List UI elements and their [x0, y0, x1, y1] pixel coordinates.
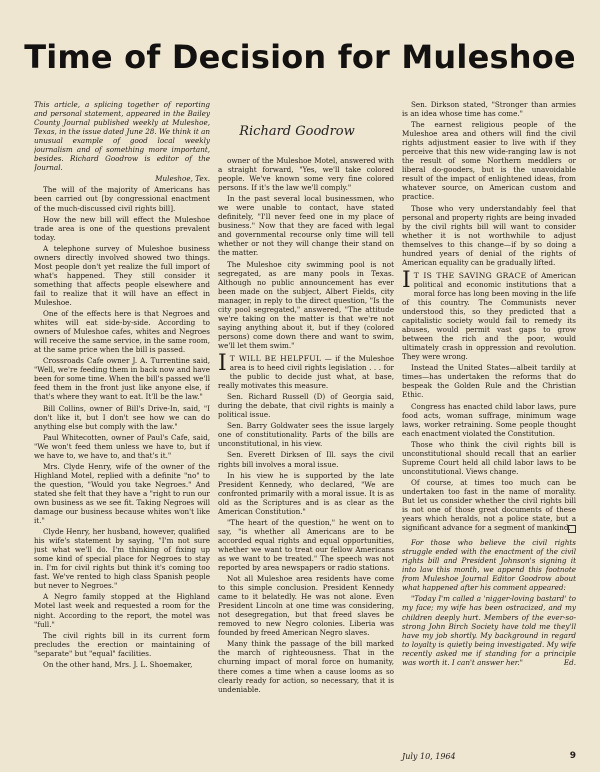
column-3: [402, 100, 576, 765]
editor-quote: [402, 594, 576, 666]
drop-cap: I: [218, 350, 227, 376]
paragraph: In his view he is supported by the late President Kennedy, who declared, "We are confronted primarily with a moral issue. It is as old as the Scriptures and is as clear as the American Constitution.": [218, 470, 394, 516]
column-3-body: [402, 100, 576, 267]
paragraph: One of the effects here is that Negroes and whites will eat side-by-side. According to owners of Muleshoe cafes, whites and Negroes will receive the same service, in the same room, at the same price when the bill is passed.: [34, 309, 210, 355]
paragraph: Those who very understandably feel that personal and property rights are being invaded by the civil rights bill will want to consider whether it is not worthwhile to adjust themselves to this change—if by so doing a hundred years of denial of the rights of American equality can be gradually lifted.: [402, 203, 576, 267]
paragraph: Sen. Everett Dirksen of Ill. says the civil rights bill involves a moral issue.: [218, 450, 394, 469]
paragraph: Congress has enacted child labor laws, pure food acts, woman suffrage, minimum wage laws, worker retraining. Some people thought each enactment violated the Constitution.: [402, 401, 576, 438]
paragraph: Paul Whitecotten, owner of Paul's Cafe, said, "We won't feed them unless we have to, but if we have to, we have to, and that's it.": [34, 432, 210, 460]
lead-in: T WILL BE HELPFUL: [229, 353, 322, 363]
paragraph: The Muleshoe city swimming pool is not segregated, as are many pools in Texas. Although no public announcement has ever been made on the subject, Albert Fields, city manager, in reply to the direct question, "Is the city pool segregated," answered, "The attitude we're taking on the matter is that we're not saying anything about it, but if they (colored persons) come down there and want to swim, we'll let them swim.": [218, 259, 394, 350]
lead-in-2: T IS THE SAVING GRACE: [413, 270, 527, 280]
page-footer: [402, 752, 576, 761]
paragraph: Sen. Richard Russell (D) of Georgia said, during the debate, that civil rights is mainly a political issue.: [218, 392, 394, 420]
paragraph: The civil rights bill in its current form precludes the erection or maintaining of "separate" but "equal" facilities.: [34, 630, 210, 658]
paragraph: Instead the United States—albeit tardily at times—has undertaken the reforms that do bespeak the Golden Rule and the Christian Ethic.: [402, 363, 576, 400]
dateline: Muleshoe, Tex.: [155, 174, 210, 184]
paragraph: Not all Muleshoe area residents have come to this simple conclusion. President Kennedy came to it belatedly. He was not alone. Even President Lincoln at one time was considering, not desegregation, but that freed slaves be removed to new Negro colonies. Liberia was founded by freed American Negro slaves.: [218, 574, 394, 638]
column-2-body: [218, 156, 394, 350]
editor-note: For those who believe the civil rights struggle ended with the enactment of the civil rights bill and President Johnson's signing it into law this month, we append this footnote from Muleshoe Journal Editor Goodrow about what happened after his comment appeared:: [402, 538, 576, 593]
column-1-body: [34, 185, 210, 668]
lead-rest: — if the Muleshoe area is to heed civil rights legislation . . . for the public to decide just what, at base, really motivates this measure.: [218, 353, 394, 391]
paragraph: Crossroads Cafe owner J. A. Turrentine said, "Well, we're feeding them in back now and have been for some time. When the bill's passed we'll feed them in the front just like anyone else, if that's where they want to eat. It'll be the law.": [34, 356, 210, 402]
paragraph: Clyde Henry, her husband, however, qualified his wife's statement by saying, "I'm not sure just what we'll do. I'm thinking of fixing up some kind of special place for Negroes to stay in. I'm for civil rights but think it's coming too fast. We've rented to high class Spanish people but never to Negroes.": [34, 527, 210, 591]
drop-cap-2: I: [402, 267, 411, 293]
paragraph: owner of the Muleshoe Motel, answered with a straight forward, "Yes, we'll take colored people. We've known some very fine colored persons. If it's the law we'll comply.": [218, 156, 394, 193]
paragraph: In the past several local businessmen, who we were unable to contact, have stated definitely, "I'll never feed one in my place of business." Now that they are faced with legal and governmental recourse only time will tell whether or not they will change their stand on the matter.: [218, 194, 394, 258]
issue-date: July 10, 1964: [402, 752, 456, 761]
paragraph: "The heart of the question," he went on to say, "is whether all Americans are to be accorded equal rights and equal opportunities, whether we want to treat our fellow Americans as we want to be treated." The speech was not reported by area newspapers or radio stations.: [218, 517, 394, 573]
paragraph: How the new bill will effect the Muleshoe trade area is one of the questions prevalent today.: [34, 214, 210, 242]
intro-note: This article, a splicing together of reporting and personal statement, appeared in the Bailey County Journal published weekly at Muleshoe, Texas, in the issue dated June 28. We think it an unusual example of good local weekly journalism and of something more important, besides. Richard Goodrow is editor of the Journal.: [34, 100, 210, 173]
page-number: 9: [569, 751, 576, 761]
column-1: [34, 100, 210, 765]
lead-rest-2: of American political and economic institutions that a moral force has long been moving in the life of this country. The Communists never understood this, so they predicted that a capitalistic society would fail to remedy its abuses, would permit vast gaps to grow between the rich and the poor, would ultimately crash in oppression and revolution. They were wrong.: [402, 270, 576, 362]
column-2-body-b: [218, 392, 394, 694]
paragraph: Bill Collins, owner of Bill's Drive-In, said, "I don't like it, but I don't see how we can do anything else but comply with the law.": [34, 403, 210, 431]
article-title: Time of Decision for Muleshoe: [24, 38, 576, 76]
editor-sign: Ed.: [563, 657, 576, 667]
byline: Richard Goodrow: [239, 124, 355, 139]
paragraph: Mrs. Clyde Henry, wife of the owner of the Highland Motel, replied with a definite "no" to the question, "Would you take Negroes." And stated she felt that they have a "right to run our own business as we see fit. Taking Negroes will damage our business because whites won't like it.": [34, 461, 210, 526]
paragraph: On the other hand, Mrs. J. L. Shoemaker,: [43, 659, 193, 669]
paragraph: Sen. Barry Goldwater sees the issue largely one of constitutionality. Parts of the bills are unconstitutional, in his view.: [218, 421, 394, 449]
paragraph: A telephone survey of Muleshoe business owners directly involved showed two things. Most people don't yet realize the full import of what's happened. They still consider it something that affects people elsewhere and fail to realize that it will have an effect in Muleshoe.: [34, 243, 210, 307]
paragraph: Sen. Dirkson stated, "Stronger than armies is an idea whose time has come.": [402, 100, 576, 119]
column-3-body-b: [402, 363, 576, 532]
column-2: [218, 156, 394, 760]
paragraph: Those who think the civil rights bill is unconstitutional should recall that an earlier Supreme Court held all child labor laws to be unconstitutional. Views change.: [402, 439, 576, 476]
paragraph: Many think the passage of the bill marked the march of righteousness. That in the churning impact of moral force on humanity, there comes a time when a cause looms as so clearly ready for action, so necessary, that it is undeniable.: [218, 639, 394, 694]
editor-quote-text: "Today I'm called a 'nigger-loving bastard' to my face; my wife has been ostracized, and my children deeply hurt. Members of the ever-so-strong John Birch Society have told me they'll have my job shortly. My background in regard to loyalty is quietly being investigated. My wife recently asked me if standing for a principle was worth it. I can't answer her.": [402, 594, 576, 667]
paragraph: Of course, at times too much can be undertaken too fast in the name of morality. But let us consider whether the civil rights bill is not one of those great documents of these years which heralds, not a police state, but a significant advance for a segment of mankind.: [402, 477, 576, 533]
section-lead-2: [402, 267, 576, 362]
paragraph: The earnest religious people of the Muleshoe area and others will find the civil rights adjustment easier to live with if they perceive that this new wide-ranging law is not the result of some Northern meddlers or liberal do-gooders, but is the unavoidable result of the impact of enlightened ideas, from whatever source, on American custom and practice.: [402, 120, 576, 202]
section-lead: [218, 350, 394, 391]
paragraph: The will of the majority of Americans has been carried out [by congressional enactment of the much-discussed civil rights bill].: [34, 185, 210, 213]
paragraph: A Negro family stopped at the Highland Motel last week and requested a room for the night. According to the report, the motel was "full.": [34, 592, 210, 629]
